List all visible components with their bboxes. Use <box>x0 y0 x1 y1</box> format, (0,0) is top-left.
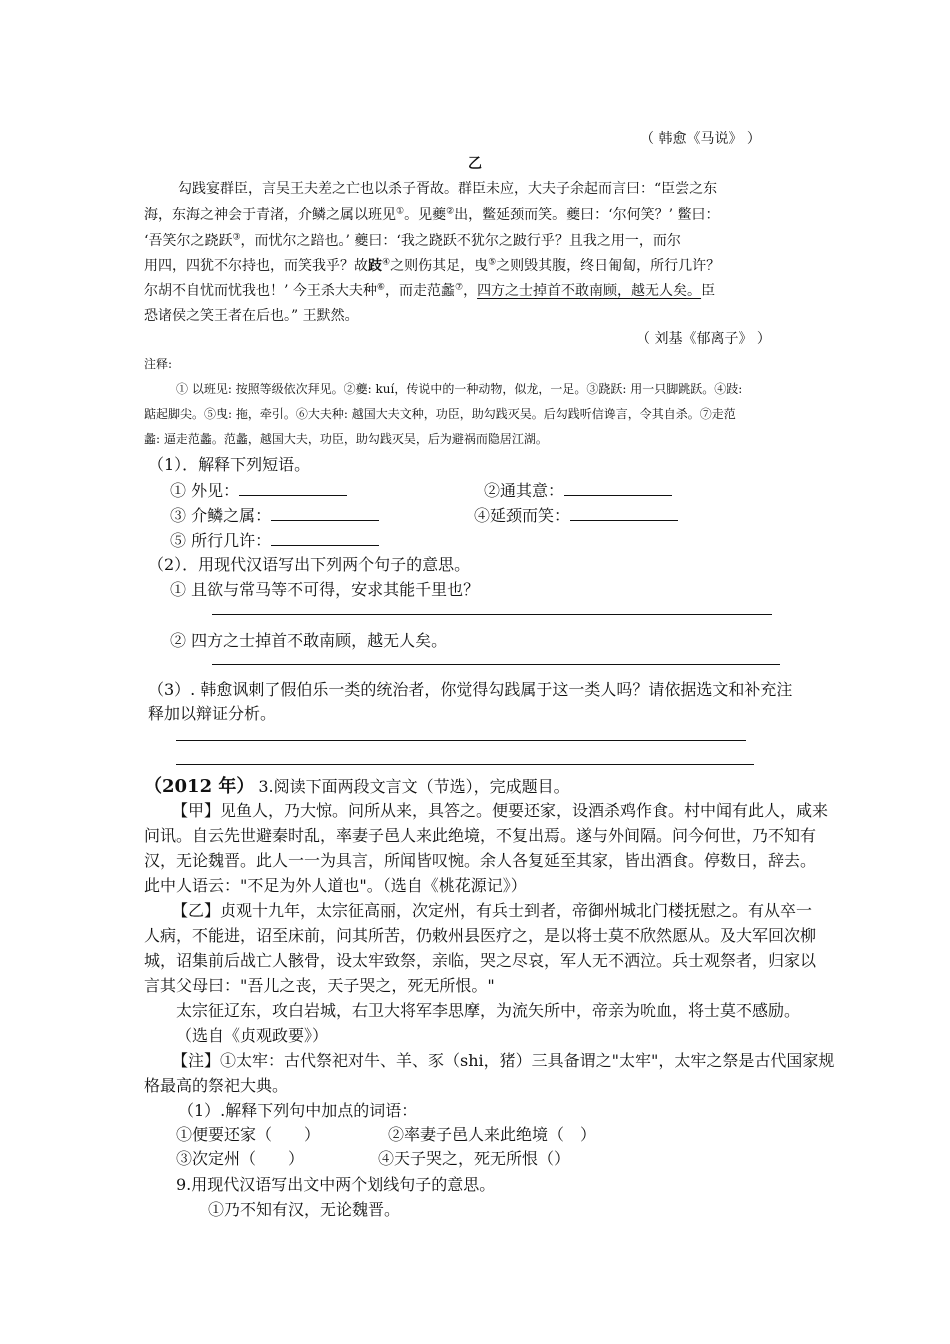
b-q1-item-3: ③次定州（ ） <box>176 1149 305 1168</box>
answer-line[interactable] <box>212 614 772 615</box>
question-3-line-1: （3）. 韩愈讽刺了假伯乐一类的统治者，你觉得勾践属于这一类人吗？请依据选文和补充注 <box>148 680 793 699</box>
yi-line-2: 人病，不能进，诏至床前，问其所苦，仍敕州县医疗之，是以将士莫不欣然愿从。及大军回次柳 <box>144 926 817 945</box>
q1-item-1: ① 外见： <box>170 478 347 501</box>
b-q1-item-1: ①便要还家（ ） <box>176 1125 321 1144</box>
underlined-sentence: 四方之士掉首不敢南顾，越无人矣。 <box>477 283 702 299</box>
yi-line-5: 太宗征辽东，攻白岩城，右卫大将军李思摩，为流矢所中，帝亲为吮血，将士莫不感励。 <box>176 1001 801 1020</box>
jia-line-4: 此中人语云："不足为外人道也"。（选自《桃花源记》） <box>144 876 527 895</box>
yi-source: （选自《贞观政要》） <box>176 1026 329 1045</box>
answer-blank[interactable] <box>564 481 672 496</box>
question-3-line-2: 释加以辩证分析。 <box>148 704 277 723</box>
source-yulizi: （ 刘基《郁离子》 ） <box>636 331 771 347</box>
answer-line[interactable] <box>176 764 754 765</box>
question-2-prompt: （2）．用现代汉语写出下列两个句子的意思。 <box>148 555 471 574</box>
passage-line-6: 恐诸侯之笑王者在后也。” 王默然。 <box>144 308 359 324</box>
answer-blank[interactable] <box>239 481 347 496</box>
b-question-2-prompt: 9.用现代汉语写出文中两个划线句子的意思。 <box>176 1175 496 1194</box>
question-1-prompt: （1）．解释下列短语。 <box>148 455 311 474</box>
note-b-line-1: 【注】①太牢：古代祭祀对牛、羊、豕（shi，猪）三具备谓之"太牢"，太牢之祭是古代国家规 <box>172 1051 835 1070</box>
answer-line[interactable] <box>212 664 780 665</box>
jia-line-2: 问讯。自云先世避秦时乱，率妻子邑人来此绝境，不复出焉。遂与外间隔。问今何世，乃不知有 <box>144 826 817 845</box>
passage-line-3: ‘吾笑尔之跷跃③，而忧尔之踣也。’ 夔曰：‘我之跷跃不犹尔之跛行乎？且我之用一，而尔 <box>144 232 681 249</box>
source-mashuo: （ 韩愈《马说》 ） <box>640 131 761 147</box>
exam-year: （2012 年） <box>144 776 255 797</box>
answer-blank[interactable] <box>271 506 379 521</box>
passage-line-2: 海，东海之神会于青渚，介鳞之属以班见①。见夔②出，鳖延颈而笑。夔曰：‘尔何笑？’ 鳖曰： <box>144 206 720 223</box>
note-line-1: ① 以班见: 按照等级依次拜见。②夔: kuí，传说中的一种动物，似龙，一足。③跷跃: 用一只脚跳跃。④跂: <box>176 382 743 396</box>
notes-label: 注释: <box>144 357 173 371</box>
b-q1-item-2: ②率妻子邑人来此绝境（ ） <box>388 1125 597 1144</box>
jia-line-3: 汉，无论魏晋。此人一一为具言，所闻皆叹惋。余人各复延至其家，皆出酒食。停数日，辞去。 <box>144 851 817 870</box>
answer-blank[interactable] <box>271 531 379 546</box>
q1-item-5: ⑤ 所行几许： <box>170 528 379 551</box>
q2-item-1: ① 且欲与常马等不可得，安求其能千里也？ <box>170 580 480 599</box>
b-question-1-prompt: （1）.解释下列句中加点的词语： <box>178 1101 418 1120</box>
yi-line-1: 【乙】贞观十九年，太宗征高丽，次定州，有兵士到者，帝御州城北门楼抚慰之。有从卒一 <box>172 901 813 920</box>
passage-line-1: 勾践宴群臣，言吴王夫差之亡也以杀子胥故。群臣未应，大夫子余起而言曰：“臣尝之东 <box>178 181 718 197</box>
exam-header <box>144 772 570 798</box>
passage-line-4: 用四，四犹不尔持也，而笑我乎？故跂④之则伤其足，曳⑤之则毁其腹，终日匍匐，所行几许？ <box>144 257 721 274</box>
note-line-3: 蠡: 逼走范蠡。范蠡，越国大夫，功臣，助勾践灭吴，后为避祸而隐居江湖。 <box>144 432 548 446</box>
note-line-2: 踮起脚尖。⑤曳: 拖，牵引。⑥大夫种: 越国大夫文种，功臣，助勾践灭吴。后勾践听信谗言，令其自杀。⑦走范 <box>144 407 736 421</box>
exam-intro: 3.阅读下面两段文言文（节选），完成题目。 <box>258 777 570 796</box>
section-heading-yi: 乙 <box>468 156 482 172</box>
q1-item-2: ②通其意： <box>484 478 672 501</box>
answer-blank[interactable] <box>570 506 678 521</box>
note-b-line-2: 格最高的祭祀大典。 <box>144 1076 289 1095</box>
passage-line-5: 尔胡不自忧而忧我也！’ 今王杀大夫种⑥，而走范蠡⑦，四方之士掉首不敢南顾，越无人矣。臣 <box>144 282 716 299</box>
q1-item-4: ④延颈而笑： <box>474 503 678 526</box>
yi-line-3: 城，诏集前后战亡人骸骨，设太牢致祭，亲临，哭之尽哀，军人无不洒泣。兵士观祭者，归家以 <box>144 951 817 970</box>
b-q1-item-4: ④天子哭之，死无所恨（） <box>378 1149 571 1168</box>
q1-item-3: ③ 介鳞之属： <box>170 503 379 526</box>
yi-line-4: 言其父母曰："吾儿之丧，天子哭之，死无所恨。" <box>144 976 495 995</box>
jia-line-1: 【甲】见鱼人，乃大惊。问所从来，具答之。便要还家，设酒杀鸡作食。村中闻有此人，咸来 <box>172 801 829 820</box>
q2-item-2: ② 四方之士掉首不敢南顾，越无人矣。 <box>170 631 448 650</box>
b-q2-item-1: ①乃不知有汉，无论魏晋。 <box>208 1200 401 1219</box>
answer-line[interactable] <box>176 740 746 741</box>
